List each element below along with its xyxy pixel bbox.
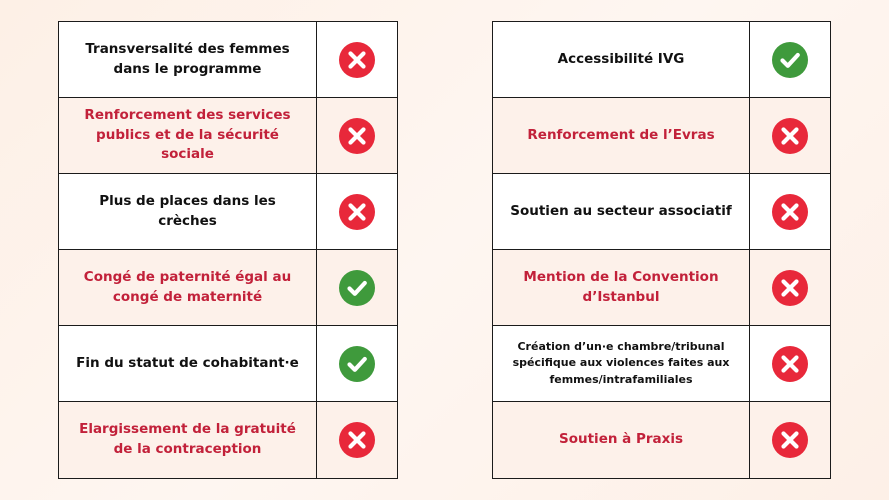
status-cell [317,98,397,173]
check-icon [772,42,808,78]
table-row [59,174,397,250]
cross-icon [339,194,375,230]
criterion-label: Mention de la Convention d’Istanbul [493,250,750,325]
criterion-label: Plus de places dans les crèches [59,174,317,249]
table-row [59,22,397,98]
table-row [493,22,830,98]
status-cell [317,22,397,97]
cross-icon [772,194,808,230]
criterion-label: Soutien à Praxis [493,402,750,478]
check-icon [339,270,375,306]
status-cell [317,402,397,478]
cross-icon [772,346,808,382]
criterion-label: Congé de paternité égal au congé de maternité [59,250,317,325]
criterion-label: Renforcement de l’Evras [493,98,750,173]
status-cell [317,174,397,249]
status-cell [750,98,830,173]
left-criteria-table [58,21,398,479]
table-row [59,98,397,174]
status-cell [750,250,830,325]
cross-icon [339,118,375,154]
right-criteria-table [492,21,831,479]
status-cell [750,326,830,401]
table-row [493,98,830,174]
criterion-label: Accessibilité IVG [493,22,750,97]
status-cell [317,326,397,401]
table-row [493,250,830,326]
status-cell [750,22,830,97]
cross-icon [772,270,808,306]
cross-icon [339,42,375,78]
table-row [59,326,397,402]
cross-icon [772,118,808,154]
cross-icon [772,422,808,458]
table-row [59,402,397,478]
table-row [493,402,830,478]
cross-icon [339,422,375,458]
criterion-label: Création d’un·e chambre/tribunal spécifique aux violences faites aux femmes/intrafamiliales [493,326,750,401]
criterion-label: Transversalité des femmes dans le programme [59,22,317,97]
status-cell [317,250,397,325]
criterion-label: Fin du statut de cohabitant·e [59,326,317,401]
table-row [493,326,830,402]
status-cell [750,174,830,249]
criterion-label: Soutien au secteur associatif [493,174,750,249]
criterion-label: Elargissement de la gratuité de la contraception [59,402,317,478]
status-cell [750,402,830,478]
check-icon [339,346,375,382]
criterion-label: Renforcement des services publics et de la sécurité sociale [59,98,317,173]
table-row [493,174,830,250]
table-row [59,250,397,326]
